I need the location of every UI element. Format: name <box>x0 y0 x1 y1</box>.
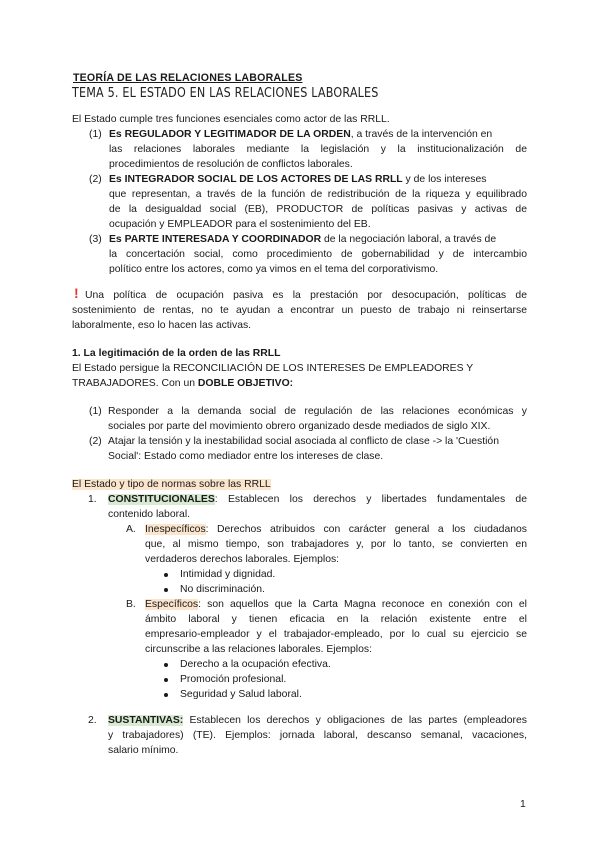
objective-line: Social': Estado como mediador entre los intereses de clase. <box>108 451 384 462</box>
double-objective-label: DOBLE OBJETIVO: <box>197 378 294 389</box>
page-number: 1 <box>520 799 526 810</box>
function-number: (1) <box>89 129 102 140</box>
example-item: Intimidad y dignidad. <box>180 569 276 580</box>
function-title: Es PARTE INTERESADA Y COORDINADOR <box>109 234 322 245</box>
function-item: Es PARTE INTERESADA Y COORDINADOR de la negociación laboral, a través de <box>109 234 497 245</box>
note-line: sostenimiento de rentas, no te ayudan a encontrar un puesto de trabajo ni reinsertarse <box>72 305 527 316</box>
function-number: (2) <box>89 174 102 185</box>
subitem-letter: B. <box>126 599 136 610</box>
document-heading: TEORÍA DE LAS RELACIONES LABORALES <box>73 72 303 84</box>
objective-line: sociales por parte del movimiento obrero organizado desde mediados de siglo XIX. <box>108 421 491 432</box>
section-text: El Estado persigue la RECONCILIACIÓN DE LOS INTERESES De EMPLEADORES Y <box>72 363 474 374</box>
document-page: TEORÍA DE LAS RELACIONES LABORALES TEMA 5. EL ESTADO EN LAS RELACIONES LABORALES El Estado cumple tres funciones esenciales como actor de las RRLL. (1) Es REGULADOR Y LEGITIMADOR DE LA ORDEN, a través de la intervención en las relaciones laborales mediante la legislación y la institucionalización de procedimientos de resolución de conflictos laborales. (2) Es INTEGRADOR SOCIAL DE LOS ACTORES DE LAS RRLL y de los intereses que representan, a través de la función de redistribución de la riqueza y equilibrado de la desigualdad social (EB), PRODUCTOR de políticas pasivas y activas de ocupación y EMPLEADOR para el sostenimiento del EB. (3) Es PARTE INTERESADA Y COORDINADOR de la negociación laboral, a través de la concertación social, como procedimiento de gobernabilidad y de intercambio político entre los actores, como ya vimos en el tema del corporativismo. ! Una política de ocupación pasiva es la prestación por desocupación, políticas de sostenimiento de rentas, no te ayudan a encontrar un puesto de trabajo ni reinsertarse laboralmente, eso lo hacen las activas. 1. La legitimación de la orden de las RRLL El Estado persigue la RECONCILIACIÓN DE LOS INTERESES De EMPLEADORES Y TRABAJADORES. Con un DOBLE OBJETIVO: (1) Responder a la demanda social de regulación de las relaciones económicas y sociales por parte del movimiento obrero organizado desde mediados de siglo XIX. (2) Atajar la tensión y la inestabilidad social asociada al conflicto de clase -> la 'Cuestión Social': Estado como mediador entre los intereses de clase. El Estado y tipo de normas sobre las RRLL 1. CONSTITUCIONALES: Establecen los derechos y libertades fundamentales de contenido laboral. A. Inespecíficos: Derechos atribuidos con carácter general a los ciudadanos que, al mismo tiempo, son trabajadores y, por lo tanto, se convierten en verdaderos derechos laborales. Ejemplos: Intimidad y dignidad. No discriminación. B. Específicos: son aquellos que la Carta Magna reconoce en conexión con el ámbito laboral y tienen eficacia en la relación existente entre el empresario-empleador y el trabajador-empleado, por lo cual su ejercicio se circunscribe a las relaciones laborales. Ejemplos: Derecho a la ocupación efectiva. Promoción profesional. Seguridad y Salud laboral. 2. SUSTANTIVAS: Establecen los derechos y obligaciones de las partes (empleadores y trabajadores) (TE). Ejemplos: jornada laboral, descanso semanal, vacaciones, salario mínimo. 1 <box>72 72 527 810</box>
norms-title: El Estado y tipo de normas sobre las RRLL <box>72 479 271 490</box>
example-item: Promoción profesional. <box>180 674 287 685</box>
objective-number: (1) <box>89 406 102 417</box>
topic-title: TEMA 5. EL ESTADO EN LAS RELACIONES LABORALES <box>72 86 379 101</box>
norm-item: CONSTITUCIONALES: Establecen los derechos y libertades fundamentales de <box>108 494 527 505</box>
section-text: TRABAJADORES. Con un DOBLE OBJETIVO: <box>72 378 294 389</box>
note-line: Una política de ocupación pasiva es la prestación por desocupación, políticas de <box>85 290 527 301</box>
function-title: Es REGULADOR Y LEGITIMADOR DE LA ORDEN <box>109 129 351 140</box>
example-item: Seguridad y Salud laboral. <box>180 689 302 700</box>
function-item: Es INTEGRADOR SOCIAL DE LOS ACTORES DE LAS RRLL y de los intereses <box>109 174 487 185</box>
bullet-icon <box>164 573 168 577</box>
subitem: Específicos: son aquellos que la Carta Magna reconoce en conexión con el <box>145 599 527 610</box>
norm-number: 1. <box>88 494 97 505</box>
example-item: No discriminación. <box>180 584 265 595</box>
subitem-letter: A. <box>126 524 136 535</box>
norm-label: CONSTITUCIONALES <box>108 494 215 505</box>
norm-item: SUSTANTIVAS: Establecen los derechos y obligaciones de las partes (empleadores <box>108 715 527 726</box>
norm-number: 2. <box>88 715 97 726</box>
function-item: Es REGULADOR Y LEGITIMADOR DE LA ORDEN, a través de la intervención en <box>109 129 493 140</box>
subitem-label: Inespecíficos <box>145 524 206 535</box>
bullet-icon <box>164 663 168 667</box>
intro-text: El Estado cumple tres funciones esenciales como actor de las RRLL. <box>72 114 390 125</box>
norm-label: SUSTANTIVAS: <box>108 715 184 726</box>
bullet-icon <box>164 588 168 592</box>
subitem-label: Específicos <box>145 599 199 610</box>
objective-line: Responder a la demanda social de regulación de las relaciones económicas y <box>108 406 527 417</box>
function-number: (3) <box>89 234 102 245</box>
function-title: Es INTEGRADOR SOCIAL DE LOS ACTORES DE LAS RRLL <box>109 174 403 185</box>
example-item: Derecho a la ocupación efectiva. <box>180 659 331 670</box>
objective-number: (2) <box>89 436 102 447</box>
note-line: laboralmente, eso lo hacen las activas. <box>72 320 252 331</box>
section-title: 1. La legitimación de la orden de las RRLL <box>72 348 281 359</box>
subitem: Inespecíficos: Derechos atribuidos con carácter general a los ciudadanos <box>145 524 527 535</box>
exclamation-icon: ! <box>74 285 79 301</box>
bullet-icon <box>164 678 168 682</box>
objective-line: Atajar la tensión y la inestabilidad social asociada al conflicto de clase -> la 'Cuestión <box>108 436 499 447</box>
bullet-icon <box>164 693 168 697</box>
